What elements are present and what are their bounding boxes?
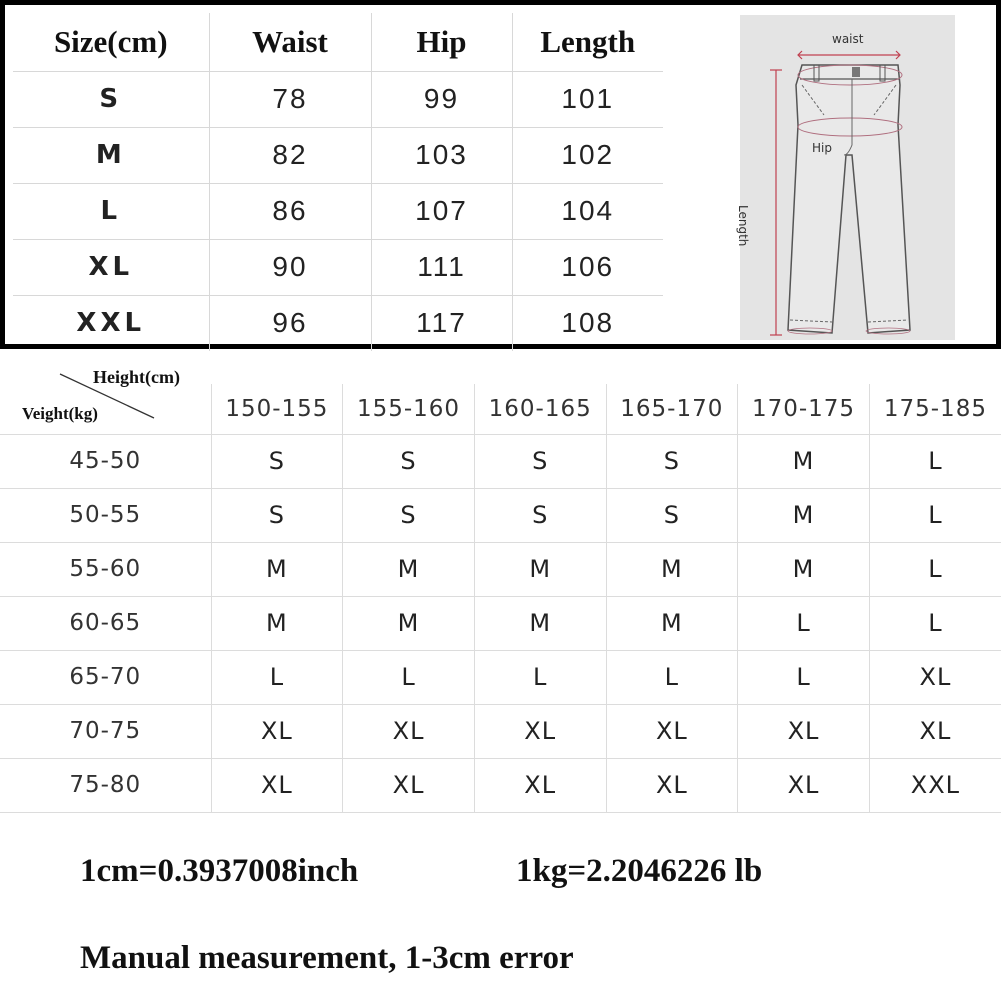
length-cell: 104	[512, 183, 663, 239]
size-cell: XL	[343, 704, 475, 758]
size-cell: M	[343, 596, 475, 650]
size-cell: M	[474, 596, 606, 650]
height-range: 150-155	[211, 384, 343, 434]
waist-cell: 96	[209, 295, 371, 351]
size-cell: M	[343, 542, 475, 596]
size-cell: XL	[606, 704, 738, 758]
height-range: 175-185	[869, 384, 1001, 434]
size-cell: S	[13, 71, 209, 127]
waist-label: waist	[832, 32, 864, 46]
size-cell: M	[211, 596, 343, 650]
hip-cell: 117	[371, 295, 512, 351]
size-chart-box	[0, 0, 1001, 349]
weight-range: 70-75	[0, 704, 211, 758]
weight-range: 65-70	[0, 650, 211, 704]
weight-range: 50-55	[0, 488, 211, 542]
waist-cell: 82	[209, 127, 371, 183]
size-cell: S	[474, 434, 606, 488]
size-cell: M	[738, 434, 870, 488]
size-cell: XL	[738, 758, 870, 812]
size-cell: XL	[606, 758, 738, 812]
size-cell: M	[474, 542, 606, 596]
waist-cell: 86	[209, 183, 371, 239]
waist-cell: 78	[209, 71, 371, 127]
table-row	[0, 542, 1001, 596]
length-cell: 108	[561, 307, 615, 339]
hip-cell: 111	[371, 239, 512, 295]
hip-cell: 99	[371, 71, 512, 127]
size-table-header	[13, 13, 663, 71]
size-cell: XL	[869, 704, 1001, 758]
header-waist: Waist	[209, 13, 371, 71]
size-cell: XXL	[869, 758, 1001, 812]
header-length: Length	[512, 13, 663, 71]
size-cell: S	[343, 488, 475, 542]
size-cell: M	[211, 542, 343, 596]
corner-cell	[0, 384, 211, 434]
weight-range: 75-80	[0, 758, 211, 812]
size-cell: L	[343, 650, 475, 704]
height-range: 160-165	[474, 384, 606, 434]
weight-range: 55-60	[0, 542, 211, 596]
size-cell: L	[738, 596, 870, 650]
size-table	[13, 13, 663, 351]
size-cell: L	[869, 434, 1001, 488]
table-row	[13, 239, 663, 295]
size-cell: S	[211, 434, 343, 488]
height-range: 170-175	[738, 384, 870, 434]
length-label: Length	[736, 205, 750, 247]
height-header-row	[0, 384, 1001, 434]
size-cell: L	[13, 183, 209, 239]
size-cell: XL	[869, 650, 1001, 704]
length-cell: 106	[512, 239, 663, 295]
pants-illustration	[740, 15, 955, 340]
measurement-error-note: Manual measurement, 1-3cm error	[80, 940, 574, 976]
size-cell: S	[343, 434, 475, 488]
table-row	[13, 183, 663, 239]
length-cell: 102	[512, 127, 663, 183]
size-cell: L	[606, 650, 738, 704]
table-row	[13, 127, 663, 183]
kg-conversion-note: 1kg=2.2046226 lb	[516, 853, 763, 889]
size-cell: XL	[474, 758, 606, 812]
size-cell: S	[211, 488, 343, 542]
size-cell: XL	[343, 758, 475, 812]
size-cell: XL	[211, 704, 343, 758]
size-cell: XL	[738, 704, 870, 758]
size-cell: L	[211, 650, 343, 704]
size-cell: L	[738, 650, 870, 704]
height-range: 155-160	[343, 384, 475, 434]
size-cell: XL	[474, 704, 606, 758]
table-row	[0, 596, 1001, 650]
table-row	[13, 295, 663, 351]
size-cell: M	[606, 596, 738, 650]
hip-label: Hip	[812, 141, 832, 155]
height-range: 165-170	[606, 384, 738, 434]
size-cell: M	[738, 488, 870, 542]
size-cell: L	[869, 596, 1001, 650]
header-hip: Hip	[371, 13, 512, 71]
weight-range: 45-50	[0, 434, 211, 488]
weight-range: 60-65	[0, 596, 211, 650]
size-cell: XL	[211, 758, 343, 812]
table-row	[0, 488, 1001, 542]
waist-cell: 90	[209, 239, 371, 295]
table-row	[0, 704, 1001, 758]
header-size: Size(cm)	[13, 13, 209, 71]
size-cell: XXL	[13, 295, 209, 351]
size-cell: L	[869, 488, 1001, 542]
size-cell: S	[606, 434, 738, 488]
size-cell: XL	[13, 239, 209, 295]
table-row	[0, 650, 1001, 704]
height-weight-table	[0, 384, 1001, 813]
pants-diagram	[736, 15, 955, 340]
table-row	[0, 434, 1001, 488]
size-cell: M	[606, 542, 738, 596]
size-cell: L	[869, 542, 1001, 596]
size-cell: M	[738, 542, 870, 596]
height-axis-label: Height(cm)	[93, 367, 180, 387]
table-row	[13, 71, 663, 127]
size-cell: S	[474, 488, 606, 542]
hip-cell: 107	[371, 183, 512, 239]
size-cell: M	[13, 127, 209, 183]
length-cell: 101	[512, 71, 663, 127]
size-cell: L	[474, 650, 606, 704]
size-cell: S	[606, 488, 738, 542]
table-row	[0, 758, 1001, 812]
hip-cell: 103	[371, 127, 512, 183]
weight-axis-label: Veight(kg)	[22, 404, 98, 423]
cm-conversion-note: 1cm=0.3937008inch	[80, 853, 359, 889]
